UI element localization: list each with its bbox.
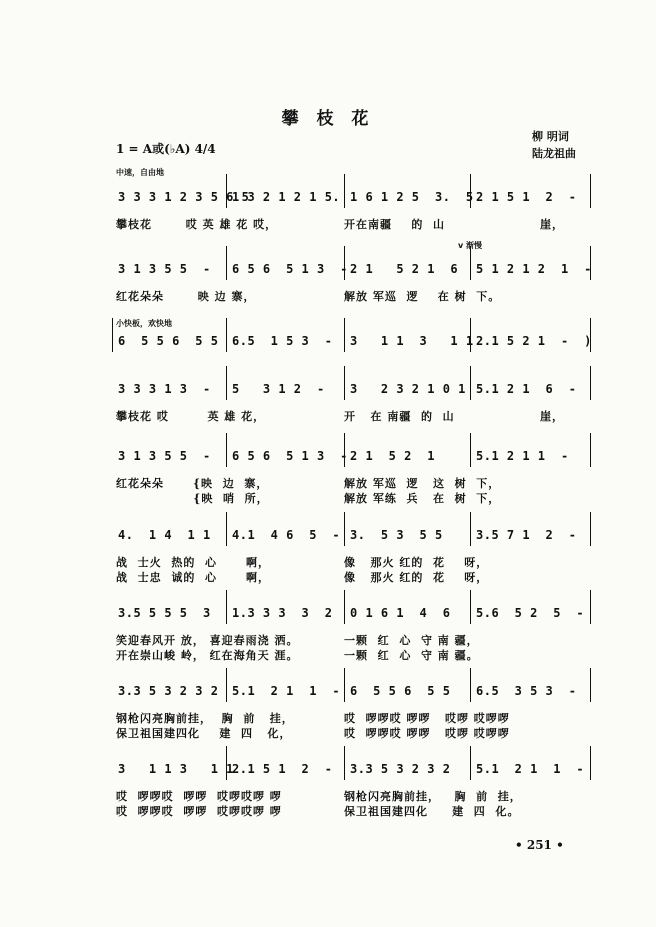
- measure: 5.1 2 1 1 -: [476, 449, 569, 463]
- measure: 5.1 2 1 1 -: [232, 684, 341, 698]
- lyric-line: 解放 军练 兵 在 树 下，: [344, 492, 501, 505]
- barline: [344, 668, 345, 702]
- lyric-line: 开在崇山峻 岭， 红在海角天 涯。: [116, 649, 299, 662]
- measure: 3.3 5 3 2 3 2: [118, 684, 219, 698]
- lyric-line: 攀枝花 哎 英 雄 花，: [116, 410, 266, 423]
- tempo-marking-3: 小快板，欢快地: [116, 319, 172, 328]
- measure: 6 5 5 6 5 5: [118, 334, 219, 348]
- measure: 2.1 5 2 1 - ): [476, 334, 592, 348]
- measure: 3.5 5 5 5 3: [118, 606, 211, 620]
- measure: 1 6 1 2 5 3. 5: [350, 190, 474, 204]
- barline: [590, 246, 591, 280]
- barline: [470, 174, 471, 208]
- lyric-line: 哎 啰啰哎 啰啰 哎啰 哎啰啰: [344, 727, 510, 740]
- measure: 1.3 3 3 3 2: [232, 606, 333, 620]
- measure: 4.1 4 6 5 -: [232, 528, 341, 542]
- song-title: 攀 枝 花: [281, 109, 375, 129]
- barline: [226, 746, 227, 780]
- barline: [226, 174, 227, 208]
- barline: [112, 318, 113, 352]
- lyric-line: 钢枪闪亮胸前挂， 胸 前 挂，: [344, 790, 522, 803]
- composer: 陆龙祖曲: [532, 147, 576, 160]
- barline: [344, 512, 345, 546]
- lyric-line: 解放 军巡 逻 这 树 下，: [344, 477, 501, 490]
- barline: [470, 433, 471, 467]
- measure: 3.3 5 3 2 3 2: [350, 762, 451, 776]
- measure: 5 3 1 2 -: [232, 382, 325, 396]
- lyric-line: 攀枝花 哎 英 雄 花 哎，: [116, 218, 278, 231]
- measure: 6 5 6 5 1 3 -: [232, 449, 348, 463]
- lyric-line: 开在南疆 的 山: [344, 218, 445, 231]
- measure: 6.5 1 5 3 -: [232, 334, 333, 348]
- tempo-marking-1: 中速，自由地: [116, 168, 164, 177]
- measure: 0 1 6 1 4 6: [350, 606, 451, 620]
- barline: [344, 590, 345, 624]
- barline: [590, 174, 591, 208]
- lyric-line: 保卫祖国建四化 建 四 化，: [116, 727, 292, 740]
- measure: 3.5 7 1 2 -: [476, 528, 577, 542]
- lyric-line: 像 那火 红的 花 呀，: [344, 571, 489, 584]
- measure: 3. 5 3 5 5: [350, 528, 443, 542]
- barline: [226, 318, 227, 352]
- tempo-marking-2: v 渐慢: [458, 241, 482, 250]
- measure: 3 1 1 3 1 1: [350, 334, 474, 348]
- barline: [470, 318, 471, 352]
- lyric-line: {映 哨 所，: [116, 492, 269, 505]
- barline: [344, 746, 345, 780]
- barline: [590, 433, 591, 467]
- measure: 3 3 3 1 3 -: [118, 382, 211, 396]
- measure: 2 1 5 2 1 6: [350, 262, 459, 276]
- lyric-line: 开 在 南疆 的 山: [344, 410, 455, 423]
- lyric-line: 解放 军巡 逻 在 树 下。: [344, 290, 501, 303]
- measure: 6 5 5 6 5 5: [350, 684, 451, 698]
- measure: 2 1 5 2 1: [350, 449, 435, 463]
- lyric-line: 哎 啰啰哎 啰啰 哎啰哎啰 啰: [116, 790, 282, 803]
- barline: [470, 746, 471, 780]
- lyric-line: 钢枪闪亮胸前挂， 胸 前 挂，: [116, 712, 294, 725]
- measure: 3 3 3 1 2 3 5 6 5: [118, 190, 250, 204]
- barline: [226, 366, 227, 400]
- measure: 5.1 2 1 6 -: [476, 382, 577, 396]
- lyric-line: 红花朵朵 {映 边 寨，: [116, 477, 269, 490]
- barline: [226, 668, 227, 702]
- lyric-line: 一颗 红 心 守 南 疆。: [344, 649, 479, 662]
- barline: [590, 512, 591, 546]
- lyric-line: 像 那火 红的 花 呀，: [344, 556, 489, 569]
- barline: [470, 512, 471, 546]
- lyric-line: 保卫祖国建四化 建 四 化。: [344, 805, 520, 818]
- measure: 5.6 5 2 5 -: [476, 606, 585, 620]
- lyric-line: 笑迎春风开 放， 喜迎春雨浇 洒。: [116, 634, 299, 647]
- barline: [590, 668, 591, 702]
- barline: [470, 590, 471, 624]
- measure: 2 1 5 1 2 -: [476, 190, 577, 204]
- barline: [470, 246, 471, 280]
- barline: [226, 246, 227, 280]
- measure: 4. 1 4 1 1: [118, 528, 211, 542]
- page-number: • 251 •: [515, 838, 564, 852]
- measure: 6.5 3 5 3 -: [476, 684, 577, 698]
- measure: 1 3 2 1 2 1 5.: [232, 190, 341, 204]
- measure: 5.1 2 1 1 -: [476, 762, 585, 776]
- barline: [470, 366, 471, 400]
- barline: [226, 433, 227, 467]
- measure: 5 1 2 1 2 1 -: [476, 262, 592, 276]
- lyric-line: 哎 啰啰哎 啰啰 哎啰 哎啰啰: [344, 712, 510, 725]
- lyric-line: 一颗 红 心 守 南 疆，: [344, 634, 479, 647]
- barline: [344, 246, 345, 280]
- barline: [344, 366, 345, 400]
- barline: [344, 174, 345, 208]
- lyric-line: 崖，: [540, 410, 564, 423]
- lyric-line: 战 士忠 诚的 心 啊，: [116, 571, 270, 584]
- barline: [226, 590, 227, 624]
- barline: [590, 366, 591, 400]
- barline: [590, 590, 591, 624]
- measure: 3 1 1 3 1 1: [118, 762, 234, 776]
- lyric-line: 红花朵朵 映 边 寨，: [116, 290, 256, 303]
- key-signature: 1 = A或(♭A) 4/4: [116, 142, 216, 156]
- barline: [226, 512, 227, 546]
- barline: [344, 433, 345, 467]
- lyric-line: 哎 啰啰哎 啰啰 哎啰哎啰 啰: [116, 805, 282, 818]
- measure: 3 2 3 2 1 0 1: [350, 382, 466, 396]
- barline: [590, 318, 591, 352]
- lyricist: 柳 明词: [532, 130, 569, 143]
- barline: [470, 668, 471, 702]
- barline: [344, 318, 345, 352]
- measure: 3 1 3 5 5 -: [118, 262, 211, 276]
- measure: 6 5 6 5 1 3 -: [232, 262, 348, 276]
- measure: 2.1 5 1 2 -: [232, 762, 333, 776]
- measure: 3 1 3 5 5 -: [118, 449, 211, 463]
- barline: [590, 746, 591, 780]
- lyric-line: 崖，: [540, 218, 564, 231]
- lyric-line: 战 士火 热的 心 啊，: [116, 556, 270, 569]
